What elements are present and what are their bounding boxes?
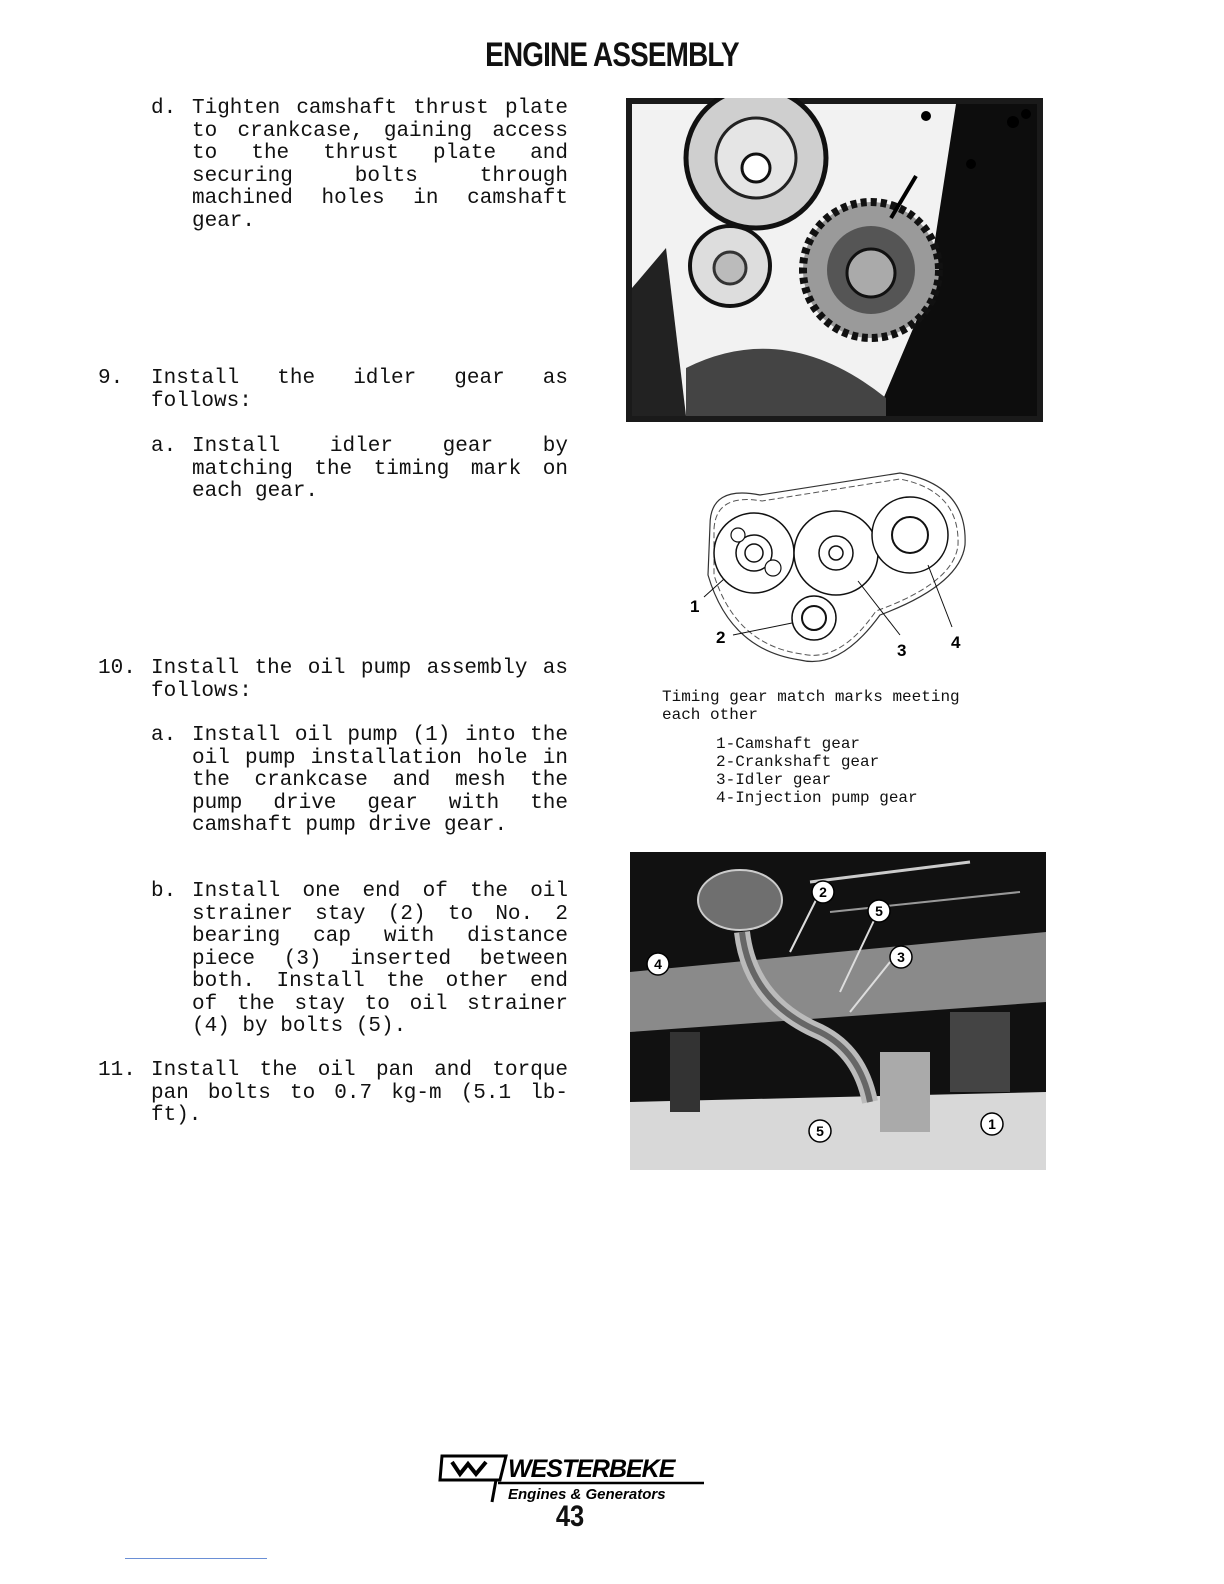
step-9-text: Install the idler gear as follows: — [151, 367, 568, 413]
step-10b-text: Install one end of the oil strainer stay (2) to No. 2 bearing cap with distance piece (3) inserted between both. Install the other end of the stay to oil strainer (4) by bolts (5). — [192, 880, 568, 1038]
legend-item-idler: 3-Idler gear — [716, 771, 832, 789]
photo-callout-4: 4 — [654, 956, 662, 972]
legend-item-camshaft: 1-Camshaft gear — [716, 735, 861, 753]
step-9a-text: Install idler gear by matching the timing mark on each gear. — [192, 435, 568, 503]
diagram-callout-4: 4 — [951, 633, 961, 652]
oil-pump-photo — [630, 852, 1046, 1170]
legend-item-injection-pump: 4-Injection pump gear — [716, 789, 918, 807]
diagram-callout-1: 1 — [690, 597, 700, 616]
brand-name: WESTERBEKE — [508, 1455, 675, 1483]
legend-item-crankshaft: 2-Crankshaft gear — [716, 753, 880, 771]
photo-callout-3: 3 — [897, 949, 905, 965]
step-d-label: d. — [151, 97, 177, 120]
page-title: ENGINE ASSEMBLY — [485, 36, 739, 74]
timing-gear-drawing — [690, 465, 990, 665]
step-d-text: Tighten camshaft thrust plate to crankcase, gaining access to the thrust plate and securing bolts through machined holes in camshaft gear. — [192, 97, 568, 233]
photo-callout-5-upper: 5 — [875, 903, 883, 919]
page-number: 43 — [555, 1500, 585, 1533]
step-10a-label: a. — [151, 724, 177, 747]
diagram-callout-2: 2 — [716, 628, 726, 647]
brand-tagline: Engines & Generators — [508, 1486, 666, 1503]
step-9-number: 9. — [98, 367, 124, 390]
diagram-caption: Timing gear match marks meeting each other — [662, 688, 960, 724]
step-11-text: Install the oil pan and torque pan bolts to 0.7 kg-m (5.1 lb-ft). — [151, 1059, 568, 1127]
photo-callout-1: 1 — [988, 1116, 996, 1132]
step-11-number: 11. — [98, 1059, 136, 1082]
step-9a-label: a. — [151, 435, 177, 458]
photo-callout-2: 2 — [819, 884, 827, 900]
step-10b-label: b. — [151, 880, 177, 903]
step-10a-text: Install oil pump (1) into the oil pump installation hole in the crankcase and mesh the pump drive gear with the camshaft pump drive gear. — [192, 724, 568, 837]
timing-gear-diagram — [690, 465, 990, 665]
photo-callout-5-lower: 5 — [816, 1123, 824, 1139]
step-10-number: 10. — [98, 657, 136, 680]
decorative-rule — [125, 1558, 267, 1559]
diagram-callout-3: 3 — [897, 641, 907, 660]
step-10-text: Install the oil pump assembly as follows: — [151, 657, 568, 703]
camshaft-gear-photo — [626, 98, 1043, 422]
